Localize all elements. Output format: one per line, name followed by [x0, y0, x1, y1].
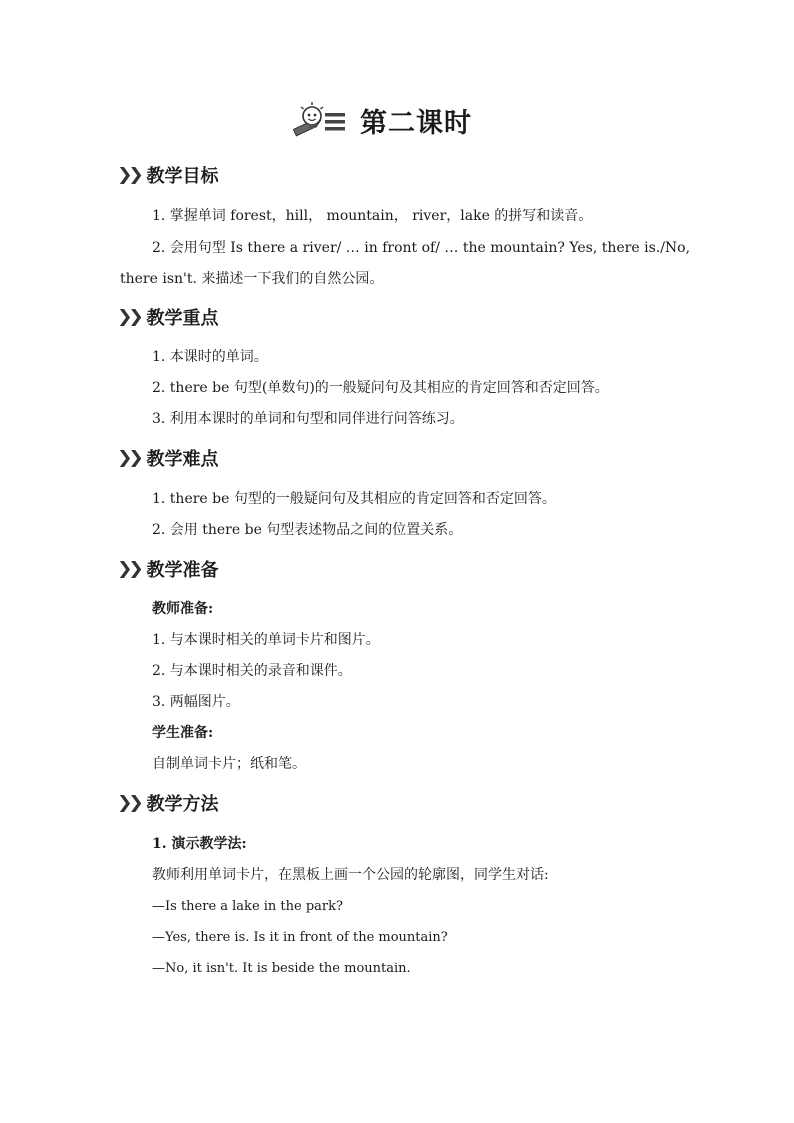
teacher-prep-item-3: 3. 两幅图片。	[152, 694, 240, 710]
section-goals-title: 教学目标	[146, 166, 219, 187]
double-chevron-icon: ❯❯	[116, 307, 140, 327]
teacher-prep-item-2: 2. 与本课时相关的录音和课件。	[152, 663, 352, 679]
method-intro: 教师利用单词卡片，在黑板上画一个公园的轮廓图，同学生对话:	[152, 867, 549, 883]
section-prep-header	[118, 556, 219, 582]
teacher-prep-label: 教师准备:	[152, 601, 214, 617]
section-method-header	[118, 790, 219, 816]
goals-item-2-cont: there isn't. 来描述一下我们的自然公园。	[120, 271, 384, 287]
section-difficult-title: 教学难点	[146, 449, 219, 470]
section-prep-title: 教学准备	[146, 560, 219, 581]
dialog-line-3: —No, it isn't. It is beside the mountain.	[152, 961, 411, 976]
goals-item-2: 2. 会用句型 Is there a river/ … in front of/ … the mountain? Yes, there is./No,	[152, 240, 691, 256]
teacher-prep-item-1: 1. 与本课时相关的单词卡片和图片。	[152, 632, 380, 648]
method-subtitle: 1. 演示教学法:	[152, 836, 247, 852]
double-chevron-icon: ❯❯	[116, 448, 140, 468]
section-method-title: 教学方法	[146, 794, 219, 815]
title-row	[0, 96, 794, 144]
section-difficult-header	[118, 445, 219, 471]
double-chevron-icon: ❯❯	[116, 793, 140, 813]
student-prep-item-1: 自制单词卡片；纸和笔。	[152, 756, 306, 772]
student-prep-label: 学生准备:	[152, 725, 214, 741]
dialog-line-1: —Is there a lake in the park?	[152, 899, 343, 914]
section-key-header	[118, 304, 219, 330]
page-title: 第二课时	[360, 107, 472, 139]
section-goals-header	[118, 162, 219, 188]
difficult-item-2: 2. 会用 there be 句型表述物品之间的位置关系。	[152, 522, 463, 538]
dialog-line-2: —Yes, there is. Is it in front of the mountain?	[152, 930, 448, 945]
double-chevron-icon: ❯❯	[116, 559, 140, 579]
key-item-2: 2. there be 句型(单数句)的一般疑问句及其相应的肯定回答和否定回答。	[152, 380, 609, 396]
key-item-3: 3. 利用本课时的单词和句型和同伴进行问答练习。	[152, 411, 464, 427]
difficult-item-1: 1. there be 句型的一般疑问句及其相应的肯定回答和否定回答。	[152, 491, 556, 507]
key-item-1: 1. 本课时的单词。	[152, 349, 268, 365]
goals-item-1: 1. 掌握单词 forest，hill， mountain， river，lake 的拼写和读音。	[152, 208, 593, 224]
double-chevron-icon: ❯❯	[116, 165, 140, 185]
lightbulb-pencil-icon	[292, 100, 348, 140]
section-key-title: 教学重点	[146, 308, 219, 329]
